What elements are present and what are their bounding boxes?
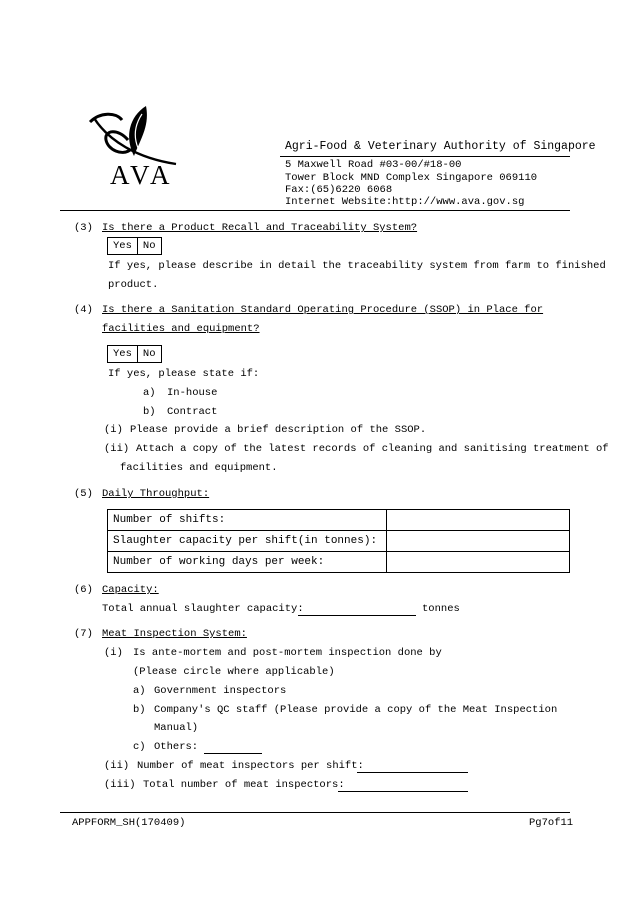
- s4-ii-text-line1: Attach a copy of the latest records of cleaning and sanitising treatment of: [136, 443, 609, 455]
- s4-state-label: If yes, please state if:: [108, 368, 260, 380]
- s5-number: (5): [74, 488, 93, 500]
- s4-no-option[interactable]: No: [137, 346, 161, 362]
- s4-option-a-label: a): [143, 387, 156, 399]
- total-inspectors-field[interactable]: [338, 791, 468, 792]
- throughput-label: Number of shifts:: [108, 510, 387, 531]
- s4-yes-option[interactable]: Yes: [113, 348, 132, 360]
- s7-option-b-line1[interactable]: Company's QC staff (Please provide a copy of the Meat Inspection: [154, 704, 558, 716]
- s4-i-text: Please provide a brief description of the SSOP.: [130, 424, 427, 436]
- fax-number: Fax:(65)6220 6068: [285, 184, 393, 196]
- s7-ii-label: (ii): [104, 760, 130, 772]
- s4-title-line1: Is there a Sanitation Standard Operating Procedure (SSOP) in Place for: [102, 304, 544, 316]
- s3-desc-line2: product.: [108, 279, 159, 291]
- address-line2: Tower Block MND Complex Singapore 069110: [285, 172, 538, 184]
- org-name: Agri-Food & Veterinary Authority of Singapore: [285, 140, 596, 153]
- header-divider: [280, 156, 570, 157]
- inspectors-per-shift-field[interactable]: [357, 772, 468, 773]
- address-line1: 5 Maxwell Road #03-00/#18-00: [285, 159, 462, 171]
- throughput-label: Slaughter capacity per shift(in tonnes):: [108, 531, 387, 552]
- s6-title: Capacity:: [102, 584, 159, 596]
- s3-yes-option[interactable]: Yes: [113, 240, 132, 252]
- table-row: [108, 531, 570, 552]
- table-row: [108, 510, 570, 531]
- s7-ii-text: Number of meat inspectors per shift:: [137, 760, 364, 772]
- s7-i-label: (i): [104, 647, 123, 659]
- table-row: [108, 552, 570, 573]
- s4-title-line2: facilities and equipment?: [102, 323, 260, 335]
- s3-number: (3): [74, 222, 93, 234]
- others-field[interactable]: [204, 753, 262, 754]
- s4-option-b[interactable]: Contract: [167, 406, 218, 418]
- s7-iii-text: Total number of meat inspectors:: [143, 779, 345, 791]
- s4-ii-label: (ii): [104, 443, 130, 455]
- ava-logo: [86, 100, 186, 190]
- website: Internet Website:http://www.ava.gov.sg: [285, 196, 525, 208]
- throughput-value-cell[interactable]: [387, 531, 570, 552]
- s3-no-option[interactable]: No: [137, 238, 161, 254]
- s7-i-note: (Please circle where applicable): [133, 666, 335, 678]
- s7-b-label: b): [133, 704, 146, 716]
- s4-ii-text-line2: facilities and equipment.: [120, 462, 278, 474]
- s3-desc-line1: If yes, please describe in detail the traceability system from farm to finished: [108, 260, 606, 272]
- s5-title: Daily Throughput:: [102, 488, 210, 500]
- annual-capacity-field[interactable]: [298, 615, 416, 616]
- form-code: APPFORM_SH(170409): [72, 817, 186, 829]
- throughput-value-cell[interactable]: [387, 510, 570, 531]
- s4-yes-no-box: [107, 345, 162, 363]
- logo-text: AVA: [110, 160, 174, 190]
- s4-number: (4): [74, 304, 93, 316]
- s3-yes-no-box: [107, 237, 162, 255]
- page-number: Pg7of11: [529, 817, 574, 829]
- s6-number: (6): [74, 584, 93, 596]
- throughput-label: Number of working days per week:: [108, 552, 387, 573]
- s3-title: Is there a Product Recall and Traceability System?: [102, 222, 418, 234]
- s7-option-b-line2: Manual): [154, 722, 199, 734]
- s6-text: Total annual slaughter capacity:: [102, 603, 304, 615]
- s4-option-b-label: b): [143, 406, 156, 418]
- s7-a-label: a): [133, 685, 146, 697]
- s6-unit: tonnes: [422, 603, 460, 615]
- s7-title: Meat Inspection System:: [102, 628, 247, 640]
- s7-i-text: Is ante-mortem and post-mortem inspection done by: [133, 647, 442, 659]
- top-rule: [60, 210, 570, 211]
- footer-rule: [60, 812, 570, 813]
- s7-number: (7): [74, 628, 93, 640]
- s7-c-label: c): [133, 741, 146, 753]
- s7-option-c[interactable]: Others:: [154, 741, 199, 753]
- throughput-table: [107, 509, 570, 573]
- s4-option-a[interactable]: In-house: [167, 387, 218, 399]
- s4-i-label: (i): [104, 424, 123, 436]
- s7-iii-label: (iii): [104, 779, 136, 791]
- s7-option-a[interactable]: Government inspectors: [154, 685, 287, 697]
- throughput-value-cell[interactable]: [387, 552, 570, 573]
